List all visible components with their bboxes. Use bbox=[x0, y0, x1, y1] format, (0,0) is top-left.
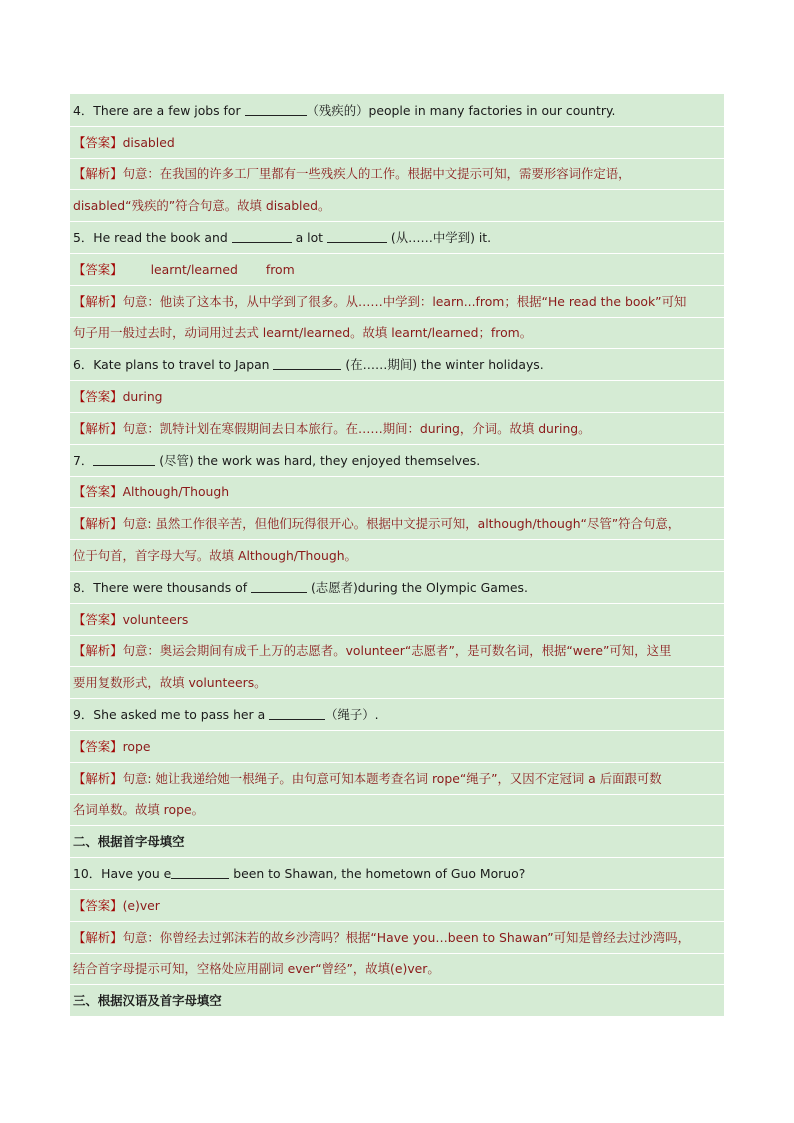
question-text: (从……中学到) it. bbox=[386, 230, 492, 245]
row-text bbox=[73, 231, 722, 245]
row-head bbox=[70, 825, 724, 857]
row-ans bbox=[70, 380, 724, 412]
row-text bbox=[73, 199, 722, 213]
row-text bbox=[73, 962, 722, 976]
answer-text: disabled bbox=[122, 135, 175, 150]
answer-blank[interactable] bbox=[232, 231, 292, 243]
row-text bbox=[73, 263, 722, 277]
row-cont bbox=[70, 794, 724, 826]
row-exp bbox=[70, 635, 724, 667]
explanation-text: 句意：你曾经去过郭沫若的故乡沙湾吗？根据“Have you…been to Shawan”可知是曾经去过沙湾吗， bbox=[122, 930, 690, 945]
question-text: 6．Kate plans to travel to Japan bbox=[73, 358, 274, 373]
answer-text: volunteers bbox=[122, 612, 189, 627]
row-q2 bbox=[70, 221, 724, 253]
row-ans2 bbox=[70, 253, 724, 285]
row-cont bbox=[70, 666, 724, 698]
row-ans bbox=[70, 889, 724, 921]
row-exp bbox=[70, 507, 724, 539]
explanation-text: disabled“残疾的”符合句意。故填 disabled。 bbox=[73, 199, 331, 214]
row-text bbox=[73, 676, 722, 690]
row-text bbox=[73, 772, 722, 786]
explanation-tag: 【解析】 bbox=[73, 771, 123, 786]
row-ans bbox=[70, 126, 724, 158]
answer-tag: 【答案】 bbox=[73, 739, 123, 754]
row-text bbox=[73, 326, 722, 340]
row-exp bbox=[70, 158, 724, 190]
row-text bbox=[73, 549, 722, 563]
row-q bbox=[70, 857, 724, 889]
explanation-text: 句意：凯特计划在寒假期间去日本旅行。在……期间：during，介词。故填 during。 bbox=[122, 421, 591, 436]
row-text bbox=[73, 136, 722, 150]
explanation-tag: 【解析】 bbox=[73, 167, 123, 182]
row-q bbox=[70, 571, 724, 603]
question-text: 10．Have you e bbox=[73, 866, 172, 881]
row-text bbox=[73, 104, 722, 118]
row-text bbox=[73, 994, 722, 1008]
question-text: (志愿者)during the Olympic Games. bbox=[307, 580, 528, 595]
explanation-text: 句意：他读了这本书，从中学到了很多。从……中学到：learn...from；根据“He read the book”可知 bbox=[122, 294, 687, 309]
row-exp bbox=[70, 285, 724, 317]
answer-text: (e)ver bbox=[122, 898, 160, 913]
row-text bbox=[73, 581, 722, 595]
row-text bbox=[73, 613, 722, 627]
explanation-tag: 【解析】 bbox=[73, 294, 123, 309]
row-exp bbox=[70, 412, 724, 444]
question-text: a lot bbox=[291, 230, 327, 245]
answer-blank[interactable] bbox=[245, 104, 307, 116]
row-q bbox=[70, 348, 724, 380]
row-text bbox=[73, 517, 722, 531]
explanation-text: 句意：在我国的许多工厂里都有一些残疾人的工作。根据中文提示可知，需要形容词作定语， bbox=[122, 167, 631, 182]
answer-blank[interactable] bbox=[171, 867, 229, 879]
answer-blank[interactable] bbox=[93, 454, 155, 466]
answer-blank[interactable] bbox=[269, 708, 325, 720]
answer-blank[interactable] bbox=[251, 581, 307, 593]
explanation-text: 句意: 虽然工作很辛苦，但他们玩得很开心。根据中文提示可知，although/though“尽管”符合句意， bbox=[122, 517, 681, 532]
row-q bbox=[70, 94, 724, 126]
row-text bbox=[73, 295, 722, 309]
explanation-text: 句意: 她让我递给她一根绳子。由句意可知本题考查名词 rope“绳子”，又因不定冠词 a 后面跟可数 bbox=[122, 771, 662, 786]
question-text: been to Shawan, the hometown of Guo Moruo? bbox=[229, 866, 526, 881]
answer-tag: 【答案】 bbox=[73, 898, 123, 913]
row-text bbox=[73, 931, 722, 945]
explanation-text: 句子用一般过去时，动词用过去式 learnt/learned。故填 learnt/learned；from。 bbox=[73, 326, 533, 341]
row-text bbox=[73, 167, 722, 181]
answer-tag: 【答案】 bbox=[73, 389, 123, 404]
row-text bbox=[73, 644, 722, 658]
row-text bbox=[73, 835, 722, 849]
answer-blank[interactable] bbox=[327, 231, 387, 243]
row-ans bbox=[70, 476, 724, 508]
answer-tag: 【答案】 bbox=[73, 612, 123, 627]
explanation-text: 要用复数形式，故填 volunteers。 bbox=[73, 676, 267, 691]
row-head bbox=[70, 984, 724, 1016]
answer-text: learnt/learned bbox=[150, 262, 238, 277]
explanation-tag: 【解析】 bbox=[73, 644, 123, 659]
explanation-text: 结合首字母提示可知，空格处应用副词 ever“曾经”，故填(e)ver。 bbox=[73, 962, 440, 977]
row-text bbox=[73, 867, 722, 881]
question-text: 7． bbox=[73, 453, 94, 468]
row-text bbox=[73, 803, 722, 817]
explanation-text: 名词单数。故填 rope。 bbox=[73, 803, 204, 818]
row-text bbox=[73, 390, 722, 404]
answer-text: from bbox=[265, 262, 295, 277]
row-text bbox=[73, 708, 722, 722]
row-text bbox=[73, 358, 722, 372]
exercise-sheet bbox=[70, 94, 724, 1016]
explanation-tag: 【解析】 bbox=[73, 421, 123, 436]
section-heading: 二、根据首字母填空 bbox=[73, 835, 185, 850]
answer-text: rope bbox=[122, 739, 151, 754]
row-ans bbox=[70, 730, 724, 762]
row-cont bbox=[70, 317, 724, 349]
question-text: （残疾的）people in many factories in our country. bbox=[306, 103, 616, 118]
row-exp bbox=[70, 762, 724, 794]
explanation-tag: 【解析】 bbox=[73, 517, 123, 532]
row-text bbox=[73, 740, 722, 754]
answer-tag: 【答案】 bbox=[73, 485, 123, 500]
row-cont bbox=[70, 189, 724, 221]
answer-text: during bbox=[122, 389, 163, 404]
answer-tag: 【答案】 bbox=[73, 135, 123, 150]
row-q bbox=[70, 444, 724, 476]
explanation-text: 句意：奥运会期间有成千上万的志愿者。volunteer“志愿者”，是可数名词，根据“were”可知，这里 bbox=[122, 644, 672, 659]
row-text bbox=[73, 422, 722, 436]
row-exp bbox=[70, 921, 724, 953]
question-text: 9．She asked me to pass her a bbox=[73, 707, 270, 722]
question-text: (尽管) the work was hard, they enjoyed themselves. bbox=[155, 453, 481, 468]
question-text: 5．He read the book and bbox=[73, 230, 232, 245]
row-cont bbox=[70, 953, 724, 985]
section-heading: 三、根据汉语及首字母填空 bbox=[73, 994, 222, 1009]
row-text bbox=[73, 454, 722, 468]
question-text: 4．There are a few jobs for bbox=[73, 103, 245, 118]
row-ans bbox=[70, 603, 724, 635]
row-text bbox=[73, 899, 722, 913]
answer-text: Although/Though bbox=[122, 485, 230, 500]
explanation-tag: 【解析】 bbox=[73, 930, 123, 945]
question-text: 8．There were thousands of bbox=[73, 580, 252, 595]
row-cont bbox=[70, 539, 724, 571]
question-text: (在……期间) the winter holidays. bbox=[341, 358, 544, 373]
question-text: （绳子）. bbox=[325, 707, 379, 722]
row-q bbox=[70, 698, 724, 730]
answer-tag: 【答案】 bbox=[73, 262, 123, 277]
explanation-text: 位于句首，首字母大写。故填 Although/Though。 bbox=[73, 548, 357, 563]
answer-blank[interactable] bbox=[273, 358, 341, 370]
row-text bbox=[73, 485, 722, 499]
